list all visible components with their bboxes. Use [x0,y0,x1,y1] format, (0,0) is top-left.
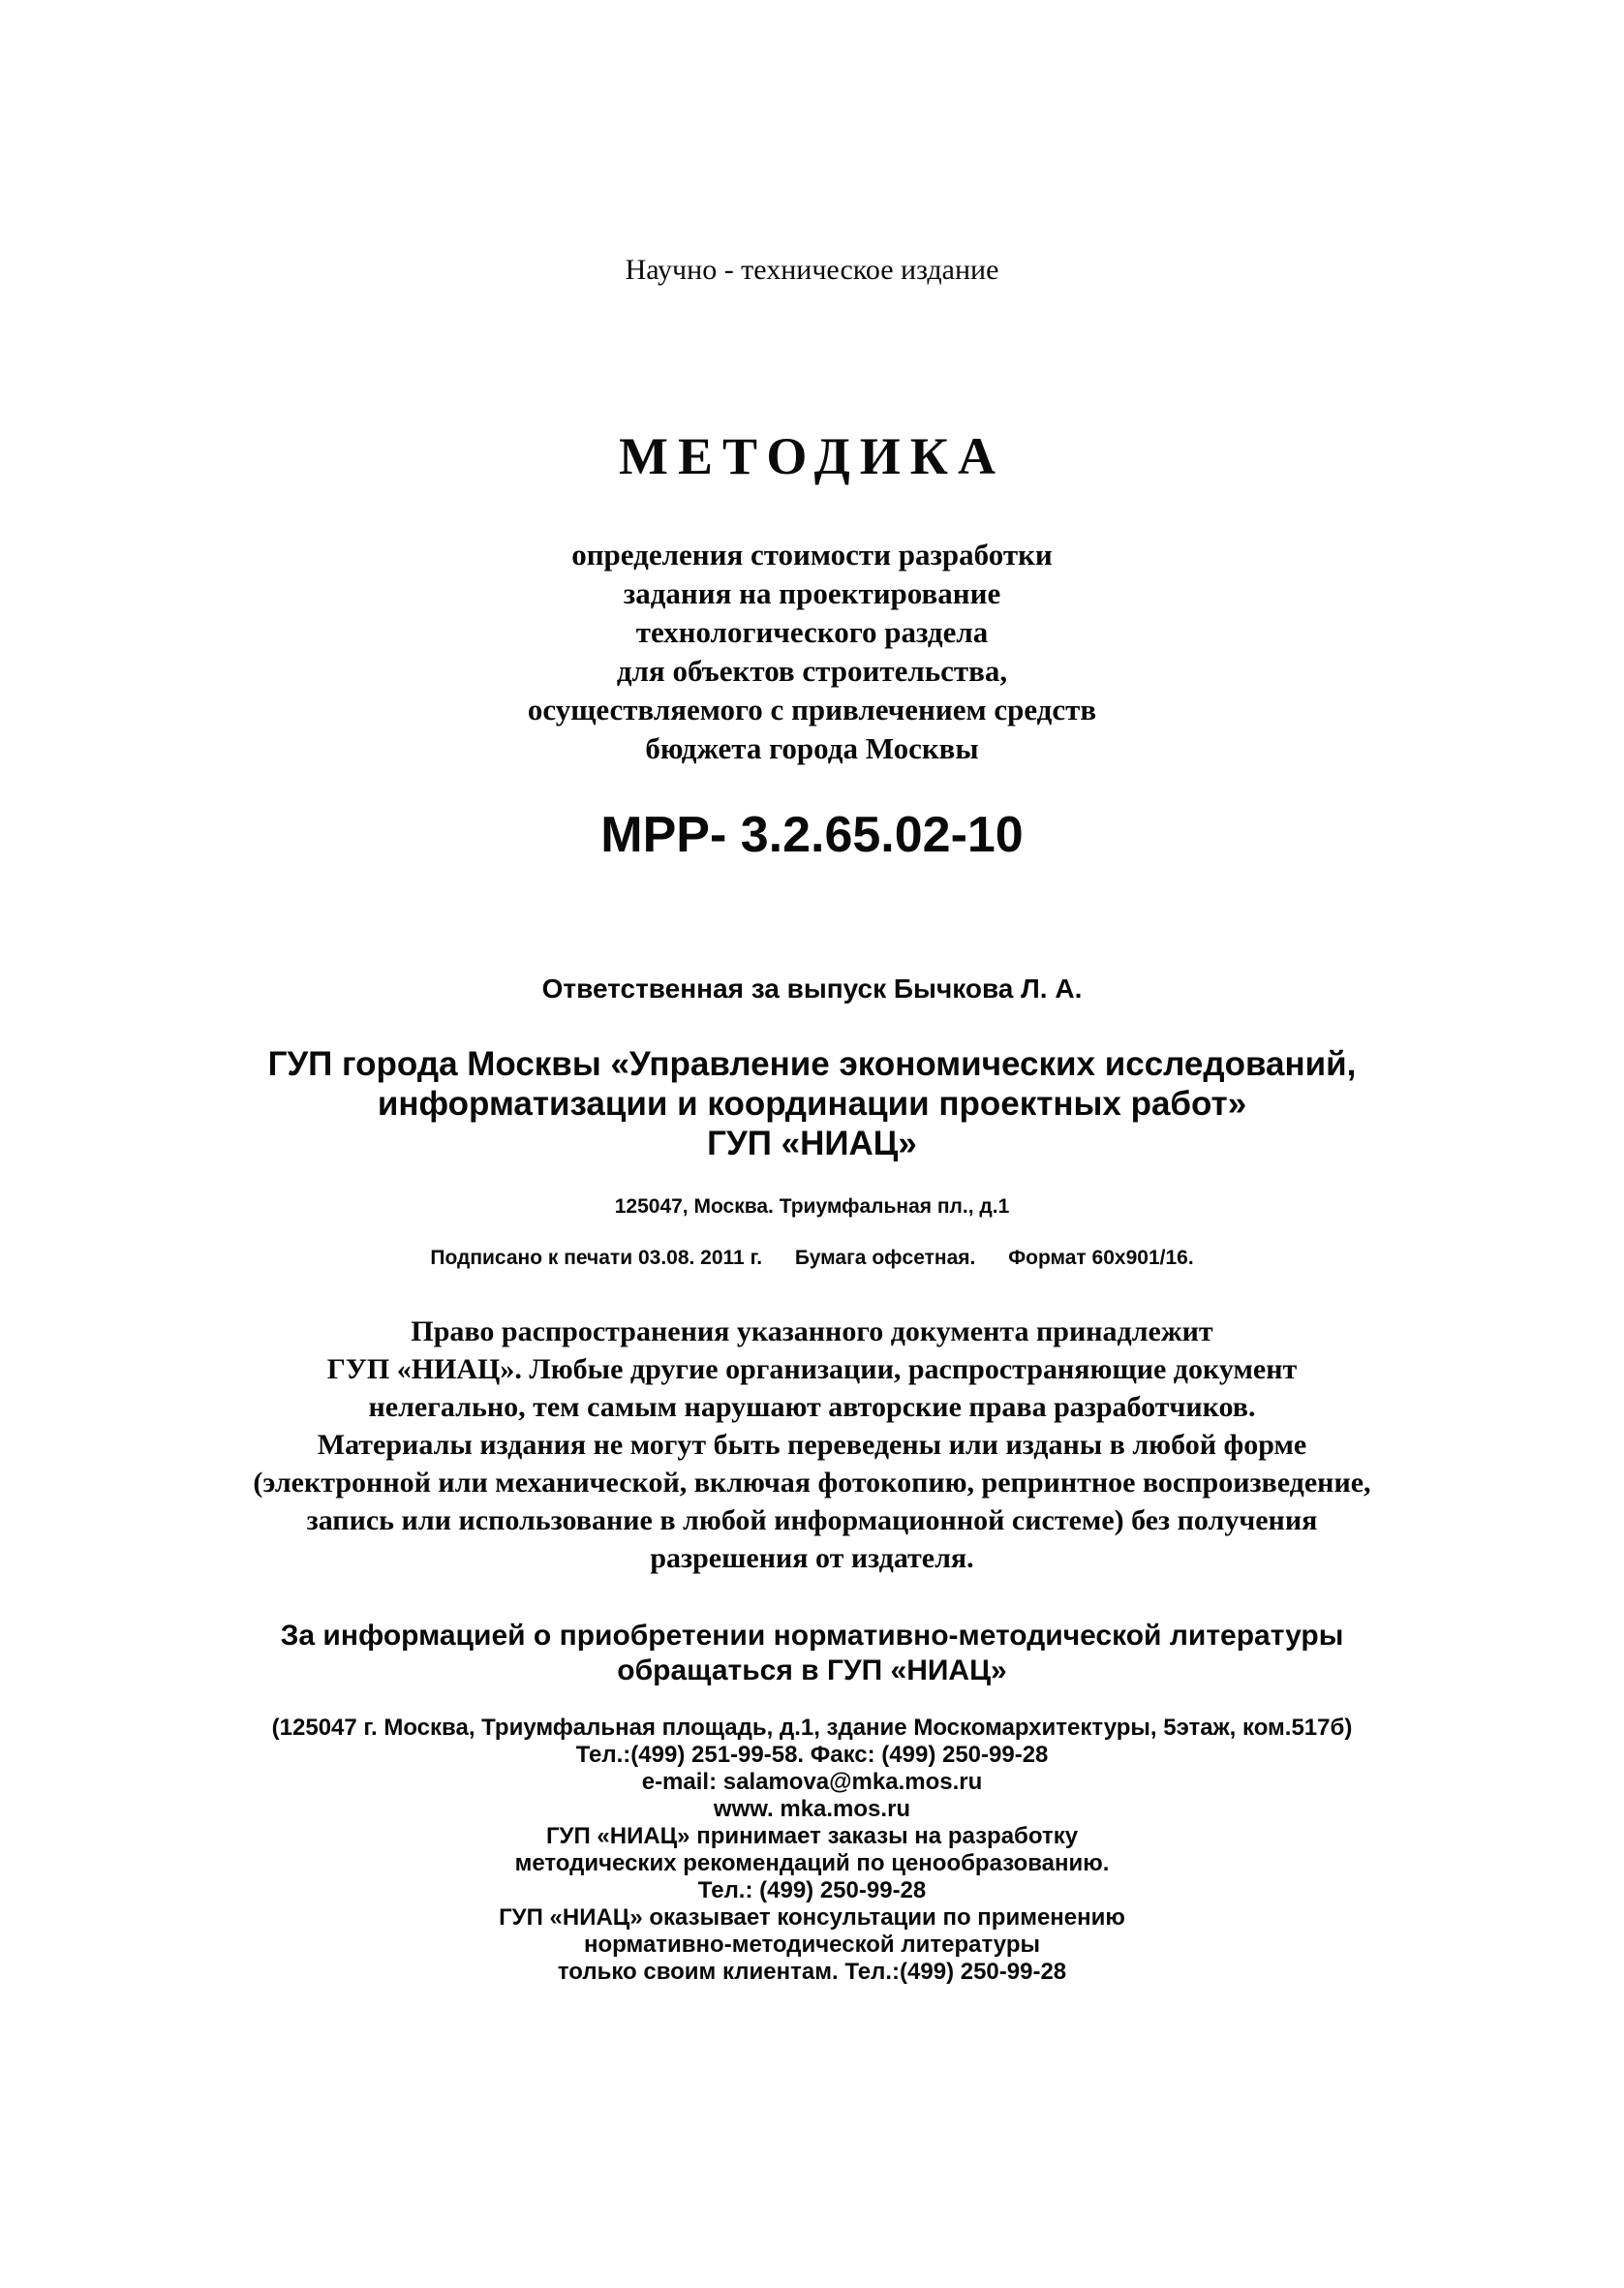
subtitle-line: бюджета города Москвы [645,731,979,765]
rights-line: разрешения от издателя. [650,1542,974,1574]
subtitle-line: для объектов строительства, [616,654,1008,688]
info-notice [0,1619,1624,1688]
contact-block [0,1715,1624,1986]
contact-line: ГУП «НИАЦ» оказывает консультации по применению [499,1904,1125,1931]
document-subtitle [0,536,1624,768]
edition-type: Научно - техническое издание [625,254,999,286]
rights-line: (электронной или механической, включая фотокопию, репринтное воспроизведение, [253,1467,1371,1499]
copyright-notice [0,1313,1624,1577]
contact-line: методических рекомендаций по ценообразованию. [514,1850,1110,1876]
contact-line: нормативно-методической литературы [584,1932,1040,1958]
organization-line: ГУП «НИАЦ» [707,1125,917,1162]
publisher-organization [0,1044,1624,1163]
subtitle-line: технологического раздела [635,615,989,649]
print-paper: Бумага офсетная. [794,1247,976,1269]
contact-line: только своим клиентам. Тел.:(499) 250-99-28 [557,1959,1067,1985]
print-format: Формат 60х901/16. [1008,1247,1194,1269]
rights-line: запись или использование в любой информационной системе) без получения [306,1504,1318,1536]
print-signed: Подписано к печати 03.08. 2011 г. [430,1247,763,1269]
rights-line: Материалы издания не могут быть переведены или изданы в любой форме [317,1429,1307,1461]
organization-line: информатизации и координации проектных работ» [377,1085,1247,1123]
publisher-address: 125047, Москва. Триумфальная пл., д.1 [614,1195,1010,1218]
rights-line: нелегально, тем самым нарушают авторские права разработчиков. [368,1391,1256,1423]
contact-phone-fax: Тел.:(499) 251-99-58. Факс: (499) 250-99-28 [575,1742,1049,1768]
info-line: обращаться в ГУП «НИАЦ» [617,1654,1007,1686]
contact-phone: Тел.: (499) 250-99-28 [697,1877,927,1903]
rights-line: ГУП «НИАЦ». Любые другие организации, распространяющие документ [326,1353,1298,1385]
subtitle-line: осуществляемого с привлечением средств [527,693,1097,727]
info-line: За информацией о приобретении нормативно-методической литературы [280,1620,1344,1652]
contact-website: www. mka.mos.ru [713,1796,911,1822]
subtitle-line: задания на проектирование [623,576,1001,610]
contact-address: (125047 г. Москва, Триумфальная площадь, д.1, здание Москомархитектуры, 5этаж, ком.517б) [271,1715,1353,1741]
print-info [0,1247,1624,1270]
document-title: МЕТОДИКА [619,427,1005,485]
responsible-person: Ответственная за выпуск Бычкова Л. А. [541,974,1083,1004]
contact-line: ГУП «НИАЦ» принимает заказы на разработку [545,1823,1079,1849]
subtitle-line: определения стоимости разработки [571,538,1053,572]
organization-line: ГУП города Москвы «Управление экономических исследований, [267,1045,1357,1083]
rights-line: Право распространения указанного документа принадлежит [411,1315,1213,1347]
contact-email: e-mail: salamova@mka.mos.ru [641,1769,983,1795]
document-code: МРР- 3.2.65.02-10 [600,807,1024,863]
